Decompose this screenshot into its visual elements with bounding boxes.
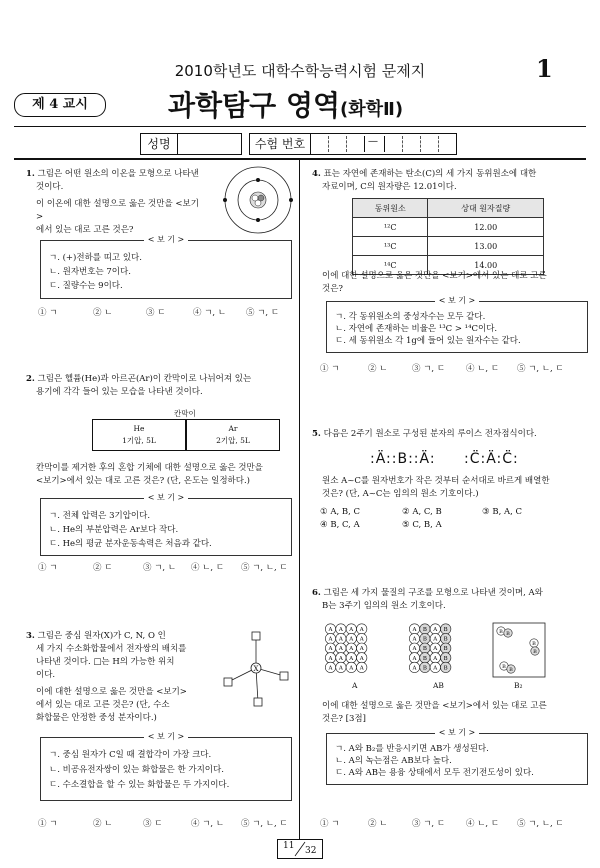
- bogi-item: ㄱ. 각 동위원소의 중성자수는 모두 같다.: [335, 312, 486, 322]
- question-number: 2.: [26, 374, 35, 384]
- atom: [441, 633, 451, 643]
- question-number: 3.: [26, 631, 35, 641]
- bogi-title: < 보 기 >: [144, 493, 189, 502]
- atom: [336, 662, 346, 672]
- question-text: 자료이며, C의 원자량은 12.01이다.: [322, 182, 457, 192]
- svg-text:A: A: [349, 627, 354, 633]
- atom: [336, 653, 346, 663]
- question-text: B는 3주기 임의의 원소 기호이다.: [322, 601, 446, 611]
- svg-text:B: B: [422, 665, 427, 672]
- atom: [409, 633, 419, 643]
- period-label: 제 4 교시: [32, 97, 88, 112]
- svg-text:A: A: [328, 627, 333, 633]
- question-text: 에서 있는 대로 고른 것은?: [36, 225, 134, 235]
- current-page: 11: [283, 841, 295, 851]
- svg-text:B: B: [422, 646, 427, 653]
- question-text: 그림은 세 가지 물질의 구조를 모형으로 나타낸 것이며, A와: [323, 588, 543, 598]
- svg-text:A: A: [433, 627, 438, 633]
- svg-text:B: B: [422, 627, 427, 633]
- choice-2[interactable]: ② ㄴ: [93, 308, 113, 318]
- bogi-box-q2: [40, 493, 292, 556]
- choices-q5: [320, 507, 588, 535]
- choice-5[interactable]: ⑤ C, B, A: [402, 520, 442, 530]
- svg-text:A: A: [349, 646, 354, 653]
- electron-pair-figure: [222, 630, 290, 710]
- question-text: 이에 대한 설명으로 옳은 것만을 <보기>에서 있는 대로 고른: [322, 271, 547, 281]
- bogi-item: ㄷ. A와 AB는 용융 상태에서 모두 전기전도성이 있다.: [335, 768, 534, 778]
- svg-text:A: A: [412, 665, 417, 672]
- question-text: <보기>에서 있는 대로 고른 것은? (단, 온도는 일정하다.): [36, 476, 250, 486]
- table-cell: ¹²C: [353, 218, 428, 237]
- choice-1[interactable]: ① ㄱ: [38, 819, 58, 829]
- question-2: [26, 373, 294, 399]
- atom: [325, 633, 335, 643]
- bogi-item: ㄱ. (+)전하를 띠고 있다.: [49, 253, 142, 263]
- question-5: [312, 428, 588, 441]
- svg-text:B: B: [422, 636, 427, 643]
- svg-text:A: A: [412, 655, 417, 662]
- ar-label: Ar: [228, 424, 238, 433]
- choice-5[interactable]: ⑤ ㄱ, ㄴ, ㄷ: [241, 819, 288, 829]
- choice-3[interactable]: ③ ㄷ: [143, 819, 163, 829]
- isotope-table: [352, 198, 544, 275]
- atom: [357, 624, 367, 634]
- atom: [346, 643, 356, 653]
- choice-3[interactable]: ③ ㄱ, ㄷ: [412, 819, 446, 829]
- svg-text:B: B: [502, 664, 506, 670]
- atom: [409, 662, 419, 672]
- page-badge: 1: [536, 54, 553, 83]
- question-text: 칸막이를 제거한 후의 혼합 기체에 대한 설명으로 옳은 것만을: [36, 463, 263, 473]
- question-6-stem: [322, 700, 588, 726]
- bogi-item: ㄴ. 비공유전자쌍이 있는 화합물은 한 가지이다.: [49, 765, 224, 775]
- atom: [409, 653, 419, 663]
- choice-3[interactable]: ③ B, A, C: [482, 507, 523, 517]
- question-3: [26, 630, 236, 725]
- svg-text:A: A: [412, 636, 417, 643]
- question-text: 용기에 각각 들어 있는 모습을 나타낸 것이다.: [36, 387, 203, 397]
- question-text: 이다.: [36, 670, 56, 680]
- name-label: 성명: [141, 134, 178, 154]
- bogi-item: ㄴ. 자연에 존재하는 비율은 ¹³C > ¹⁴C이다.: [335, 324, 498, 334]
- atom: [430, 662, 440, 672]
- digit-sep: [364, 136, 365, 152]
- svg-text:A: A: [433, 646, 438, 653]
- question-5-stem: [322, 475, 588, 501]
- exam-number-label: 수험 번호: [250, 134, 311, 154]
- exam-number-dash: —: [368, 136, 378, 147]
- atom: [430, 643, 440, 653]
- structure-label-a: A: [352, 681, 358, 690]
- question-text: 세 가지 수소화합물에서 전자쌍의 배치를: [36, 644, 187, 654]
- exam-number-box: [249, 133, 457, 155]
- choice-5[interactable]: ⑤ ㄱ, ㄴ, ㄷ: [517, 364, 564, 374]
- svg-text:B: B: [422, 655, 427, 662]
- choice-1[interactable]: ① ㄱ: [320, 819, 340, 829]
- bogi-item: ㄴ. A의 녹는점은 AB보다 높다.: [335, 756, 452, 766]
- choice-2[interactable]: ② ㄴ: [368, 364, 388, 374]
- question-1: [26, 168, 206, 237]
- svg-text:A: A: [328, 665, 333, 672]
- question-text: 이 이온에 대한 설명으로 옳은 것만을 <보기>: [36, 199, 199, 222]
- choice-4[interactable]: ④ ㄴ, ㄷ: [466, 819, 500, 829]
- question-number: 4.: [312, 169, 321, 179]
- bogi-title: < 보 기 >: [144, 235, 189, 244]
- atom: [441, 624, 451, 634]
- choice-3[interactable]: ③ ㄷ: [146, 308, 166, 318]
- question-6: [312, 587, 588, 613]
- atom: [346, 662, 356, 672]
- choice-2[interactable]: ② ㄴ: [93, 819, 113, 829]
- atom: [420, 653, 430, 663]
- question-number: 5.: [312, 429, 321, 439]
- choice-5[interactable]: ⑤ ㄱ, ㄷ: [246, 308, 280, 318]
- atom: [346, 653, 356, 663]
- bogi-item: ㄱ. A와 B₂를 반응시키면 AB가 생성된다.: [335, 744, 489, 754]
- question-text: 나타낸 것이다. □는 H의 가능한 위치: [36, 657, 175, 667]
- table-cell: ¹⁴C: [353, 256, 428, 275]
- svg-text:B: B: [443, 627, 448, 633]
- digit-sep: [346, 136, 347, 152]
- bogi-title: < 보 기 >: [144, 732, 189, 741]
- atom: [336, 643, 346, 653]
- exam-title: 2010학년도 대학수학능력시험 문제지: [174, 62, 426, 80]
- svg-text:B: B: [443, 636, 448, 643]
- svg-text:A: A: [338, 646, 343, 653]
- atom: [420, 633, 430, 643]
- question-text: 이에 대한 설명으로 옳은 것만을 <보기>에서 있는 대로 고른: [322, 701, 547, 711]
- atom: [409, 643, 419, 653]
- atom: [420, 662, 430, 672]
- bogi-box-q4: [326, 296, 588, 353]
- svg-text:B: B: [532, 641, 536, 647]
- choice-3[interactable]: ③ ㄱ, ㄴ: [143, 563, 177, 573]
- bogi-item: ㄷ. 수소결합을 할 수 있는 화합물은 두 가지이다.: [49, 780, 230, 790]
- svg-text:B: B: [506, 631, 510, 637]
- svg-text:B: B: [443, 665, 448, 672]
- header-rule-top: [14, 126, 586, 127]
- period-badge: [14, 93, 106, 117]
- bogi-item: ㄴ. He의 부분압력은 Ar보다 작다.: [49, 525, 179, 535]
- svg-text:A: A: [338, 665, 343, 672]
- question-4-stem: [322, 270, 588, 296]
- structure-label-b2: B₂: [514, 681, 523, 690]
- choices-q3: [38, 817, 293, 829]
- table-row: [353, 218, 544, 237]
- svg-text:A: A: [328, 655, 333, 662]
- choice-2[interactable]: ② ㄷ: [93, 563, 113, 573]
- question-text: 에서 있는 대로 고른 것은? (단, 수소: [36, 700, 170, 710]
- table-cell: ¹³C: [353, 237, 428, 256]
- table-header-row: [353, 199, 544, 218]
- choice-5[interactable]: ⑤ ㄱ, ㄴ, ㄷ: [517, 819, 564, 829]
- svg-text:A: A: [412, 627, 417, 633]
- bogi-item: ㄱ. 전체 압력은 3기압이다.: [49, 511, 151, 521]
- atom: [325, 624, 335, 634]
- bogi-item: ㄷ. 세 동위원소 각 1g에 들어 있는 원자수는 같다.: [335, 336, 521, 346]
- structure-b2-figure: [492, 622, 546, 678]
- question-2-stem: [36, 462, 296, 488]
- svg-text:A: A: [349, 655, 354, 662]
- svg-text:A: A: [359, 636, 364, 643]
- atom: [441, 653, 451, 663]
- table-header: 동위원소: [353, 199, 428, 218]
- atom: [441, 643, 451, 653]
- choices-q6: [320, 817, 588, 829]
- atom: [336, 624, 346, 634]
- atom: [420, 643, 430, 653]
- question-text: 것은? (단, A~C는 임의의 원소 기호이다.): [322, 489, 479, 499]
- svg-text:A: A: [328, 646, 333, 653]
- svg-text:A: A: [359, 655, 364, 662]
- svg-text:A: A: [359, 627, 364, 633]
- table-cell: 12.00: [428, 218, 544, 237]
- atom: [430, 624, 440, 634]
- svg-text:B: B: [533, 649, 537, 655]
- gas-container: [92, 419, 280, 451]
- svg-text:A: A: [433, 636, 438, 643]
- bogi-title: < 보 기 >: [435, 728, 480, 737]
- name-box: [140, 133, 242, 155]
- subject-main: 과학탐구 영역: [168, 89, 341, 122]
- choice-5[interactable]: ⑤ ㄱ, ㄴ, ㄷ: [241, 563, 288, 573]
- choice-1[interactable]: ① ㄱ: [320, 364, 340, 374]
- atom: [409, 624, 419, 634]
- partition-label: 칸막이: [174, 409, 196, 418]
- choices-q2: [38, 561, 293, 573]
- choice-4[interactable]: ④ B, C, A: [320, 520, 360, 530]
- question-text: 그림은 중심 원자(X)가 C, N, O 인: [37, 631, 166, 641]
- question-number: 6.: [312, 588, 321, 598]
- svg-text:B: B: [443, 646, 448, 653]
- table-cell: 14.00: [428, 256, 544, 275]
- table-cell: 13.00: [428, 237, 544, 256]
- he-condition: 1기압, 5L: [122, 436, 156, 445]
- structure-ab-figure: [402, 622, 480, 678]
- atom: [325, 643, 335, 653]
- bogi-box-q1: [40, 235, 292, 299]
- atom: [346, 633, 356, 643]
- choice-4[interactable]: ④ ㄴ, ㄷ: [191, 563, 225, 573]
- choice-2[interactable]: ② ㄴ: [368, 819, 388, 829]
- center-atom-label: X: [253, 665, 259, 673]
- question-text: 화합물은 안정한 중성 분자이다.): [36, 713, 157, 723]
- table-header: 상대 원자질량: [428, 199, 544, 218]
- svg-text:A: A: [433, 665, 438, 672]
- ion-model-figure: [222, 164, 294, 236]
- choice-4[interactable]: ④ ㄱ, ㄴ: [193, 308, 227, 318]
- choices-q1: [38, 306, 293, 318]
- svg-text:A: A: [433, 655, 438, 662]
- svg-text:A: A: [412, 646, 417, 653]
- digit-sep: [384, 136, 385, 152]
- question-text: 이에 대한 설명으로 옳은 것만을 <보기>: [36, 687, 187, 697]
- bogi-item: ㄷ. He의 평균 분자운동속력은 처음과 같다.: [49, 539, 212, 549]
- choice-1[interactable]: ① A, B, C: [320, 507, 361, 517]
- svg-text:A: A: [349, 636, 354, 643]
- he-label: He: [133, 424, 145, 433]
- ar-chamber: [187, 420, 279, 453]
- atom: [325, 653, 335, 663]
- column-divider: [299, 160, 300, 840]
- digit-sep: [402, 136, 403, 152]
- question-text: 그림은 헬륨(He)과 아르곤(Ar)이 칸막이로 나뉘어져 있는: [37, 374, 252, 384]
- ar-condition: 2기압, 5L: [216, 436, 250, 445]
- svg-text:B: B: [509, 667, 513, 673]
- choice-4[interactable]: ④ ㄴ, ㄷ: [466, 364, 500, 374]
- choice-1[interactable]: ① ㄱ: [38, 308, 58, 318]
- atom: [430, 633, 440, 643]
- svg-text:A: A: [349, 665, 354, 672]
- structure-a-figure: [318, 622, 396, 678]
- page-number-box: [277, 839, 323, 859]
- lewis-structure-2: :C̈:Ä:C̈:: [464, 451, 519, 467]
- question-text: 그림은 어떤 원소의 이온을 모형으로 나타낸: [37, 169, 199, 179]
- question-text: 것은?: [322, 284, 343, 294]
- question-text: 원소 A~C를 원자번호가 작은 것부터 순서대로 바르게 배열한: [322, 476, 550, 486]
- choice-1[interactable]: ① ㄱ: [38, 563, 58, 573]
- he-chamber: [93, 420, 185, 453]
- total-pages: 32: [305, 846, 317, 856]
- question-text: 표는 자연에 존재하는 탄소(C)의 세 가지 동위원소에 대한: [323, 169, 537, 179]
- svg-text:A: A: [338, 636, 343, 643]
- structure-label-ab: AB: [433, 681, 444, 690]
- subject-title: [168, 84, 403, 124]
- bogi-box-q6: [326, 728, 588, 785]
- atom: [441, 662, 451, 672]
- question-text: 것은? [3점]: [322, 714, 366, 724]
- svg-text:A: A: [338, 655, 343, 662]
- bogi-item: ㄱ. 중심 원자가 C일 때 결합각이 가장 크다.: [49, 750, 212, 760]
- svg-text:A: A: [338, 627, 343, 633]
- atom: [420, 624, 430, 634]
- question-text: 다음은 2주기 원소로 구성된 분자의 루이스 전자점식이다.: [323, 429, 537, 439]
- digit-sep: [438, 136, 439, 152]
- atom: [430, 653, 440, 663]
- atom: [357, 633, 367, 643]
- svg-text:A: A: [328, 636, 333, 643]
- bogi-item: ㄴ. 원자번호는 7이다.: [49, 267, 131, 277]
- digit-sep: [328, 136, 329, 152]
- question-text: 것이다.: [36, 182, 64, 192]
- atom: [346, 624, 356, 634]
- bogi-title: < 보 기 >: [435, 296, 480, 305]
- choices-q4: [320, 362, 588, 374]
- choice-3[interactable]: ③ ㄱ, ㄷ: [412, 364, 446, 374]
- table-row: [353, 237, 544, 256]
- atom: [336, 633, 346, 643]
- subject-sub: (화학Ⅱ): [340, 99, 404, 120]
- atom: [325, 662, 335, 672]
- svg-text:A: A: [359, 646, 364, 653]
- atom: [357, 653, 367, 663]
- header-rule-bottom: [14, 158, 586, 160]
- atom: [357, 643, 367, 653]
- digit-sep: [420, 136, 421, 152]
- choice-4[interactable]: ④ ㄱ, ㄴ: [191, 819, 225, 829]
- question-4: [312, 168, 588, 194]
- bogi-box-q3: [40, 732, 292, 801]
- svg-text:B: B: [443, 655, 448, 662]
- svg-text:B: B: [499, 629, 503, 635]
- lewis-structure-1: :Ä::B::Ä:: [370, 451, 436, 467]
- choice-2[interactable]: ② A, C, B: [402, 507, 442, 517]
- svg-text:A: A: [359, 665, 364, 672]
- question-number: 1.: [26, 169, 35, 179]
- bogi-item: ㄷ. 질량수는 9이다.: [49, 281, 123, 291]
- atom: [357, 662, 367, 672]
